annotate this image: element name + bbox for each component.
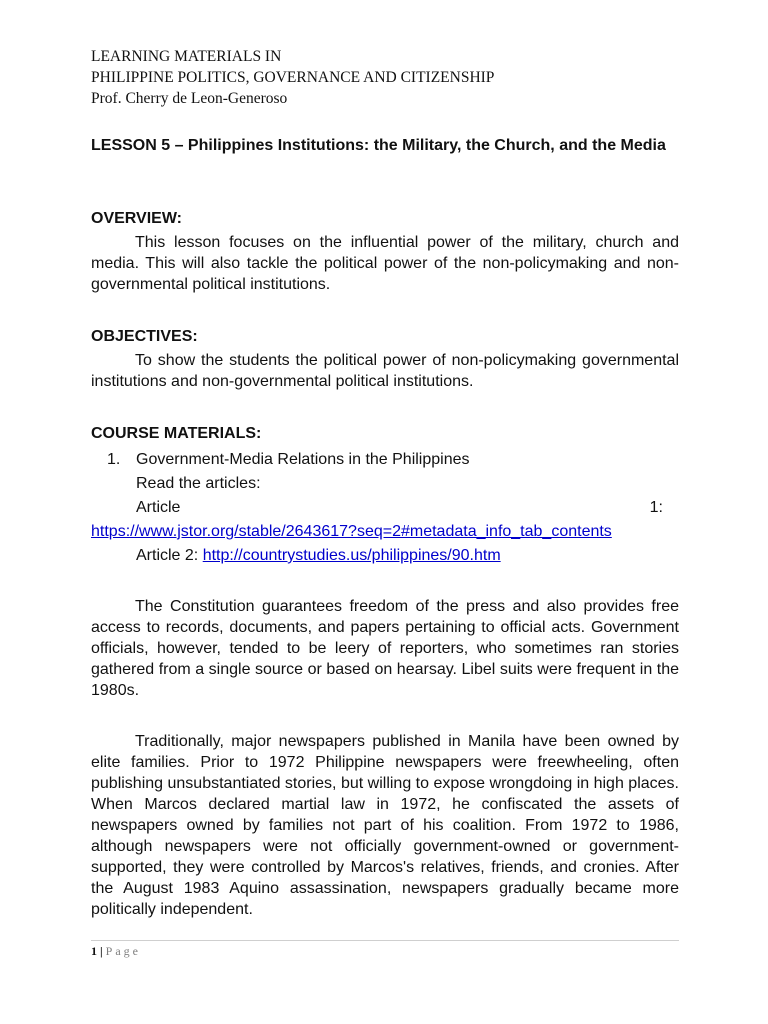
article-1-link[interactable]: https://www.jstor.org/stable/2643617?seq=2#metadata_info_tab_contents: [91, 523, 612, 540]
course-materials-list: [91, 448, 679, 568]
article-2-label: Article 2:: [136, 547, 199, 564]
body-paragraph-2: Traditionally, major newspapers published in Manila have been owned by elite families. Prior to 1972 Philippine newspapers were freewheeling, often publishing unsubstantiated stories, but willing to expose wrongdoing in high places. When Marcos declared martial law in 1972, he confiscated the assets of newspapers owned by families not part of his coalition. From 1972 to 1986, although newspapers were not officially government-owned or government-supported, they were controlled by Marcos's relatives, friends, and cronies. After the August 1983 Aquino assassination, newspapers gradually became more politically independent.: [91, 733, 679, 918]
header-line-2: PHILIPPINE POLITICS, GOVERNANCE AND CITIZENSHIP: [91, 69, 495, 86]
course-materials-heading: COURSE MATERIALS:: [91, 425, 262, 442]
page-footer: [91, 943, 141, 959]
list-item-title: Government-Media Relations in the Philippines: [136, 451, 470, 468]
body-paragraph-1: The Constitution guarantees freedom of the press and also provides free access to records, documents, and papers pertaining to official acts. Government officials, however, tended to be leery of reporters, who sometimes ran stories gathered from a single source or based on hearsay. Libel suits were frequent in the 1980s.: [91, 598, 679, 699]
article-2-row: [136, 544, 679, 568]
header-author: Prof. Cherry de Leon-Generoso: [91, 90, 288, 107]
page-label: Page: [105, 944, 141, 958]
objectives-text: To show the students the political power of non-policymaking governmental institutions and non-governmental political institutions.: [91, 352, 679, 390]
overview-heading: OVERVIEW:: [91, 210, 182, 227]
lesson-title: LESSON 5 – Philippines Institutions: the Military, the Church, and the Media: [91, 137, 666, 154]
objectives-heading: OBJECTIVES:: [91, 328, 198, 345]
footer-divider: [91, 940, 679, 941]
header-line-1: LEARNING MATERIALS IN: [91, 48, 282, 65]
list-item: [91, 448, 679, 568]
document-header: [91, 46, 691, 109]
article-1-row: [136, 496, 663, 520]
footer-separator: |: [100, 944, 103, 958]
list-item-number: 1.: [107, 451, 121, 468]
overview-text: This lesson focuses on the influential power of the military, church and media. This will also tackle the political power of the non-policymaking and non-governmental political institutions.: [91, 234, 679, 293]
page-number: 1: [91, 944, 97, 958]
article-2-link[interactable]: http://countrystudies.us/philippines/90.htm: [202, 547, 501, 564]
read-articles-label: Read the articles:: [136, 475, 261, 492]
article-1-number: 1:: [649, 499, 663, 516]
article-1-label: Article: [136, 499, 181, 516]
